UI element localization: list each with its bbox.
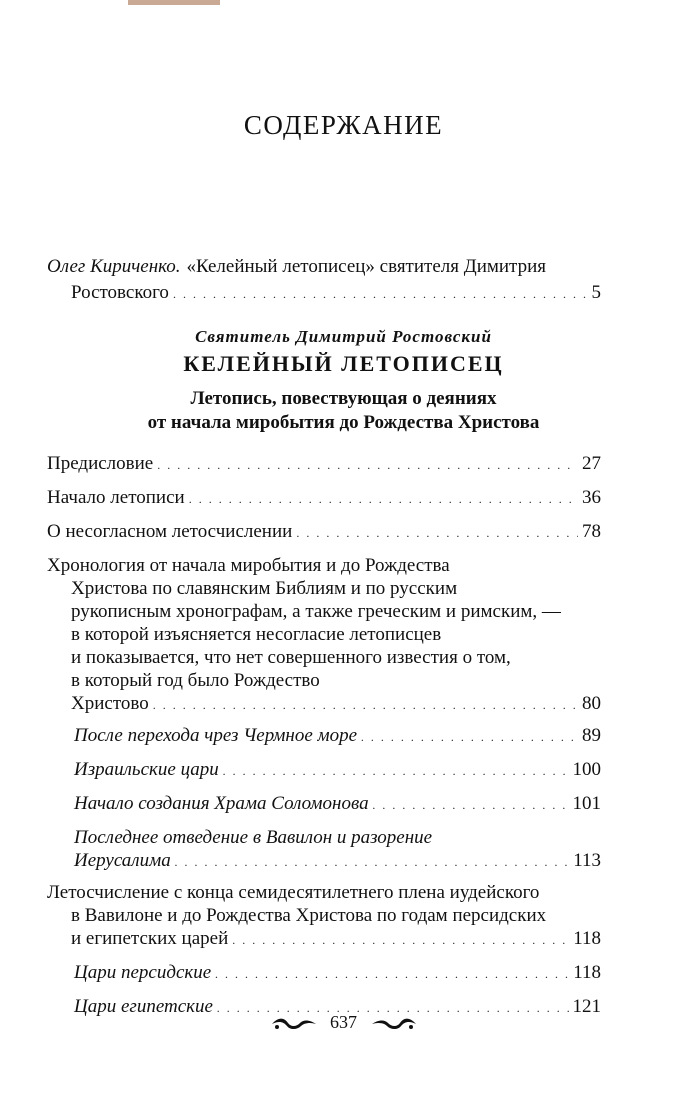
leader-dots (373, 794, 569, 817)
page-number: 5 (591, 282, 601, 303)
leader-dots (215, 963, 569, 986)
toc-entry-reckoning[interactable] (47, 881, 601, 952)
leader-dots (296, 522, 578, 545)
section-title: КЕЛЕЙНЫЙ ЛЕТОПИСЕЦ (183, 351, 504, 376)
toc-subentry-label: После перехода чрез Чермное море (74, 725, 358, 746)
chronology-line: в который год было Рождество (71, 670, 320, 691)
toc-entry[interactable] (47, 452, 601, 477)
right-ornament-icon (370, 1015, 418, 1033)
reckoning-line: и египетских царей (71, 928, 229, 949)
leader-dots (232, 929, 569, 952)
toc-subentry-line2: Иерусалима (74, 850, 171, 871)
left-ornament-icon (270, 1015, 318, 1033)
intro-title-line1: «Келейный летописец» святителя Димитрия (186, 256, 547, 277)
toc-entry-chronology[interactable] (47, 554, 601, 717)
toc-subentry-label: Израильские цари (74, 759, 219, 780)
page-number: 78 (582, 521, 601, 542)
top-edge-mark (128, 0, 220, 5)
page-number: 101 (572, 793, 601, 814)
page-number: 118 (573, 962, 601, 983)
toc-entry[interactable] (47, 486, 601, 511)
page-number: 80 (582, 693, 601, 714)
subtitle-line1: Летопись, повествующая о деяниях (190, 388, 497, 409)
toc-subentry-label: Начало создания Храма Соломонова (74, 793, 369, 814)
subtitle-line2: от начала миробытия до Рождества Христова (147, 412, 540, 433)
toc-intro-entry[interactable] (47, 255, 601, 306)
leader-dots (361, 726, 578, 749)
page-number: 100 (572, 759, 601, 780)
intro-author: Олег Кириченко. (47, 256, 181, 277)
toc-subentry-label: Цари египетские (74, 996, 213, 1017)
chronology-line: в которой изъясняется несогласие летописцев (71, 624, 442, 645)
section-subtitle (0, 387, 687, 435)
leader-dots (153, 694, 578, 717)
toc-list (47, 452, 601, 1020)
page-number: 118 (573, 928, 601, 949)
toc-subentry[interactable] (47, 724, 601, 749)
leader-dots (157, 454, 578, 477)
page-number: 121 (572, 996, 601, 1017)
intro-title-line2: Ростовского (71, 282, 169, 303)
toc-entry-label: Предисловие (47, 453, 154, 474)
chronology-line: и показывается, что нет совершенного известия о том, (71, 647, 511, 668)
chronology-line: рукописным хронографам, а также греческим и римским, — (71, 601, 561, 622)
toc-subentry[interactable] (47, 792, 601, 817)
reckoning-line: Летосчисление с конца семидесятилетнего плена иудейского (47, 882, 540, 903)
leader-dots (189, 488, 578, 511)
page-number: 36 (582, 487, 601, 508)
chronology-last-line: Христово (71, 693, 149, 714)
toc-entry[interactable] (47, 520, 601, 545)
leader-dots (173, 283, 588, 306)
leader-dots (175, 851, 570, 874)
toc-subentry[interactable] (47, 961, 601, 986)
chronology-line: Хронология от начала миробытия и до Рождества (47, 555, 450, 576)
page-number: 89 (582, 725, 601, 746)
page-footer (0, 1012, 687, 1033)
toc-subentry-label: Цари персидские (74, 962, 212, 983)
footer-page-number: 637 (330, 1012, 357, 1032)
toc-entry-label: О несогласном летосчислении (47, 521, 293, 542)
toc-subentry[interactable] (47, 826, 601, 874)
toc-subentry-line1: Последнее отведение в Вавилон и разорение (74, 827, 433, 848)
leader-dots (223, 760, 569, 783)
toc-entry-label: Начало летописи (47, 487, 185, 508)
page-number: 27 (582, 453, 601, 474)
page-title: СОДЕРЖАНИЕ (243, 110, 444, 140)
chronology-line: Христова по славянским Библиям и по русским (71, 578, 458, 599)
toc-subentry[interactable] (47, 758, 601, 783)
section-author: Святитель Димитрий Ростовский (195, 327, 492, 346)
reckoning-line: в Вавилоне и до Рождества Христова по годам персидских (71, 905, 547, 926)
page-number: 113 (573, 850, 601, 871)
